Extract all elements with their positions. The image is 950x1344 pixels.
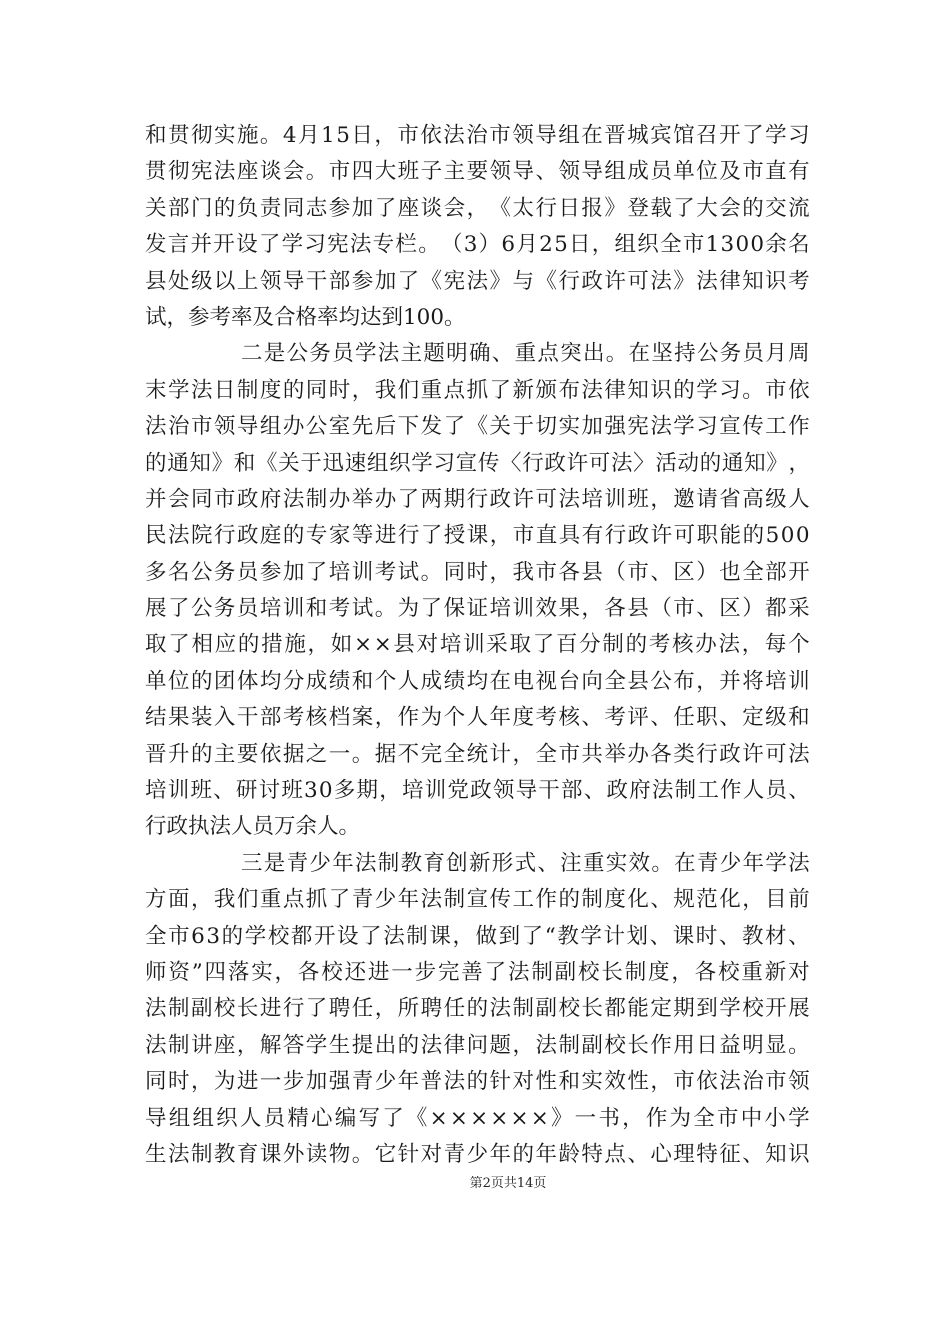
text-line: 培 训 班 、 研 讨 班 3 0 多 期 ， 培 训 党 政 领 导 干 部 、 政 府 法 制 工 作 人 员 、 — [145, 778, 810, 804]
text-line: 取 了 相 应 的 措 施 ， 如 × × 县 对 培 训 采 取 了 百 分 制 的 考 核 办 法 ， 每 个 — [145, 632, 810, 658]
text-line: 导 组 组 织 人 员 精 心 编 写 了 《 × × × × × × 》 一 书 ， 作 为 全 市 中 小 学 — [145, 1105, 810, 1131]
text-line: 法 制 副 校 长 进 行 了 聘 任 ， 所 聘 任 的 法 制 副 校 长 都 能 定 期 到 学 校 开 展 — [145, 996, 810, 1022]
text-line: 同 时 ， 为 进 一 步 加 强 青 少 年 普 法 的 针 对 性 和 实 效 性 ， 市 依 法 治 市 领 — [145, 1069, 810, 1095]
text-line: 行政执法人员万余人。 — [145, 814, 361, 840]
body-text — [145, 118, 810, 1173]
text-line: 晋 升 的 主 要 依 据 之 一 。 据 不 完 全 统 计 ， 全 市 共 举 办 各 类 行 政 许 可 法 — [145, 741, 810, 767]
text-line: 单 位 的 团 体 均 分 成 绩 和 个 人 成 绩 均 在 电 视 台 向 全 县 公 布 ， 并 将 培 训 — [145, 668, 810, 694]
text-line: 试，参考率及合格率均达到100。 — [145, 304, 466, 330]
text-line: 和 贯 彻 实 施 。 4 月 1 5 日 ， 市 依 法 治 市 领 导 组 在 晋 城 宾 馆 召 开 了 学 习 — [145, 123, 810, 148]
text-line: 方 面 ， 我 们 重 点 抓 了 青 少 年 法 制 宣 传 工 作 的 制 度 化 、 规 范 化 ， 目 前 — [145, 887, 810, 913]
text-line: 民 法 院 行 政 庭 的 专 家 等 进 行 了 授 课 ， 市 直 具 有 行 政 许 可 职 能 的 5 0 0 — [145, 523, 810, 549]
text-line: 展 了 公 务 员 培 训 和 考 试 。 为 了 保 证 培 训 效 果 ， 各 县 （ 市 、 区 ） 都 采 — [145, 596, 810, 622]
text-line: 全 市 6 3 的 学 校 都 开 设 了 法 制 课 ， 做 到 了 “ 教 学 计 划 、 课 时 、 教 材 、 — [145, 923, 810, 949]
text-line: 法 制 讲 座 ， 解 答 学 生 提 出 的 法 律 问 题 ， 法 制 副 校 长 作 用 日 益 明 显 。 — [145, 1032, 810, 1058]
text-line: 并 会 同 市 政 府 法 制 办 举 办 了 两 期 行 政 许 可 法 培 训 班 ， 邀 请 省 高 级 人 — [145, 486, 810, 512]
text-line: 生 法 制 教 育 课 外 读 物 。 它 针 对 青 少 年 的 年 龄 特 点 、 心 理 特 征 、 知 识 — [145, 1141, 810, 1167]
text-line: 的 通 知 》 和 《 关 于 迅 速 组 织 学 习 宣 传 〈 行 政 许 可 法 〉 活 动 的 通 知 》 ， — [145, 450, 810, 476]
text-line: 发 言 并 开 设 了 学 习 宪 法 专 栏 。 （ 3 ） 6 月 2 5 日 ， 组 织 全 市 1 3 0 0 余 名 — [145, 232, 810, 258]
text-line: 县 处 级 以 上 领 导 干 部 参 加 了 《 宪 法 》 与 《 行 政 许 可 法 》 法 律 知 识 考 — [145, 268, 810, 294]
text-line: 贯 彻 宪 法 座 谈 会 。 市 四 大 班 子 主 要 领 导 、 领 导 组 成 员 单 位 及 市 直 有 — [145, 159, 810, 185]
page-footer: 第2页共14页 — [469, 1176, 547, 1191]
text-line: 关 部 门 的 负 责 同 志 参 加 了 座 谈 会 ， 《 太 行 日 报 》 登 载 了 大 会 的 交 流 — [145, 195, 810, 221]
text-line: 三 是 青 少 年 法 制 教 育 创 新 形 式 、 注 重 实 效 。 在 青 少 年 学 法 — [241, 850, 810, 876]
text-line: 多 名 公 务 员 参 加 了 培 训 考 试 。 同 时 ， 我 市 各 县 （ 市 、 区 ） 也 全 部 开 — [145, 559, 810, 585]
text-line: 法 治 市 领 导 组 办 公 室 先 后 下 发 了 《 关 于 切 实 加 强 宪 法 学 习 宣 传 工 作 — [145, 414, 810, 440]
text-line: 师 资 ” 四 落 实 ， 各 校 还 进 一 步 完 善 了 法 制 副 校 长 制 度 ， 各 校 重 新 对 — [145, 959, 810, 985]
text-line: 二 是 公 务 员 学 法 主 题 明 确 、 重 点 突 出 。 在 坚 持 公 务 员 月 周 — [241, 341, 810, 367]
text-line: 结 果 装 入 干 部 考 核 档 案 ， 作 为 个 人 年 度 考 核 、 考 评 、 任 职 、 定 级 和 — [145, 705, 810, 731]
text-line: 末 学 法 日 制 度 的 同 时 ， 我 们 重 点 抓 了 新 颁 布 法 律 知 识 的 学 习 。 市 依 — [145, 377, 810, 403]
